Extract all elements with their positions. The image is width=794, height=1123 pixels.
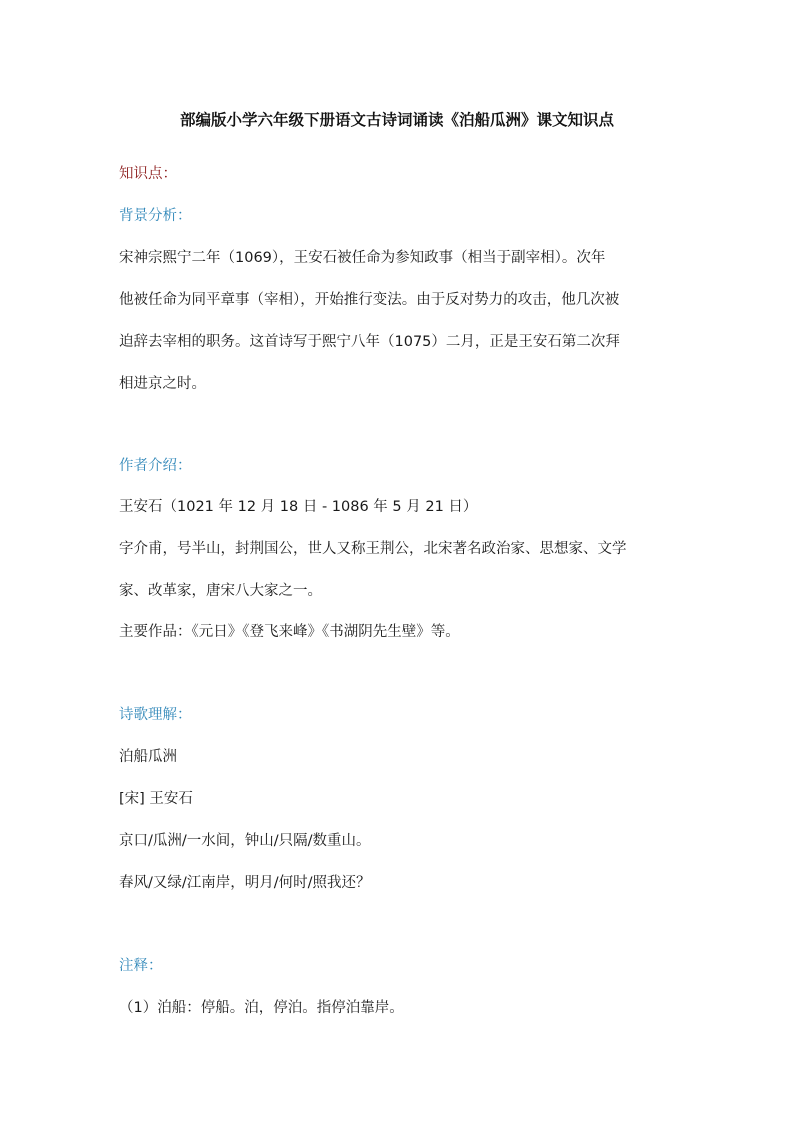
author-heading: 作者介绍：	[119, 458, 192, 474]
page-title: 部编版小学六年级下册语文古诗词诵读《泊船瓜洲》课文知识点	[179, 111, 614, 129]
poem-heading: 诗歌理解：	[119, 707, 192, 723]
background-heading: 背景分析：	[119, 208, 192, 224]
notes-heading: 注释：	[119, 958, 163, 974]
author-line: 家、改革家，唐宋八大家之一。	[119, 583, 322, 599]
author-line: 王安石（1021 年 12 月 18 日 - 1086 年 5 月 21 日）	[119, 499, 478, 515]
author-line: 主要作品：《元日》《登飞来峰》《书湖阴先生壁》等。	[119, 624, 460, 640]
author-line: 字介甫，号半山，封荆国公，世人又称王荆公，北宋著名政治家、思想家、文学	[119, 541, 627, 557]
background-line: 迫辞去宰相的职务。这首诗写于熙宁八年（1075）二月，正是王安石第二次拜	[119, 334, 620, 350]
poem-line: [宋] 王安石	[119, 791, 193, 807]
background-line: 他被任命为同平章事（宰相），开始推行变法。由于反对势力的攻击，他几次被	[119, 292, 620, 308]
background-line: 宋神宗熙宁二年（1069），王安石被任命为参知政事（相当于副宰相）。次年	[119, 250, 606, 266]
background-line: 相进京之时。	[119, 376, 206, 392]
poem-line: 京口/瓜洲/一水间，钟山/只隔/数重山。	[119, 833, 371, 849]
poem-line: 泊船瓜洲	[119, 749, 177, 765]
notes-line: （1）泊船：停船。泊，停泊。指停泊靠岸。	[119, 1000, 404, 1016]
knowledge-label: 知识点：	[119, 166, 177, 182]
poem-line: 春风/又绿/江南岸，明月/何时/照我还？	[119, 875, 371, 891]
